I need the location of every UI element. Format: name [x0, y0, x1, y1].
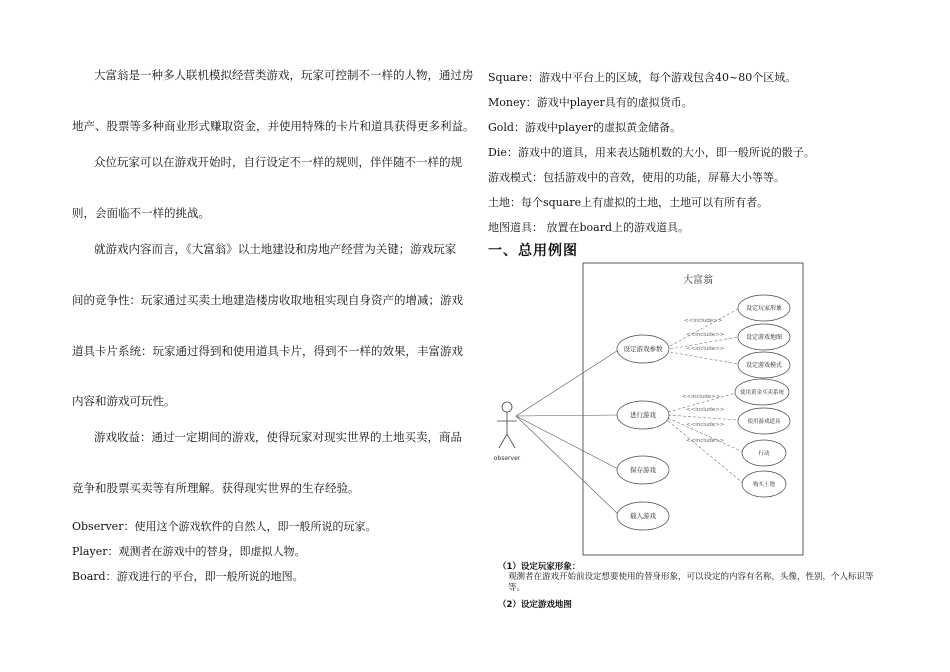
include-label-4: <<include>> [682, 394, 721, 400]
def-gold: Gold：游戏中player的虚拟黄金储备。 [488, 121, 682, 134]
use-case-gold-trade-label: 使用黄金买卖系统 [739, 390, 785, 396]
subsection-1-title: （1）设定玩家形象： [498, 562, 581, 572]
def-money: Money：游戏中player具有的虚拟货币。 [488, 96, 693, 109]
use-case-use-item-label: 使用游戏道具 [747, 419, 781, 425]
rules-line-1: 众位玩家可以在游戏开始时，自行设定不一样的规则，伴伴随不一样的规 [94, 155, 462, 169]
content-line-1: 就游戏内容而言，《大富翁》以土地建设和房地产经营为关键；游戏玩家 [94, 242, 457, 256]
content-line-2: 间的竞争性：玩家通过买卖土地建造楼房收取地租实现自身资产的增减；游戏 [72, 293, 463, 307]
use-case-player-avatar-label: 设定玩家形象 [745, 305, 783, 312]
use-case-play-label: 进行游戏 [630, 411, 656, 419]
use-case-save-label: 保存游戏 [630, 466, 656, 474]
system-name: 大富翁 [683, 275, 713, 286]
include-label-3: <<include>> [686, 346, 725, 352]
benefit-line-2: 竞争和股票买卖等有所理解。获得现实世界的生存经验。 [72, 481, 360, 495]
use-case-setting-label: 设定游戏参数 [623, 345, 663, 353]
def-die: Die：游戏中的道具，用来表达随机数的大小，即一般所说的骰子。 [488, 146, 815, 159]
subsection-2-title: （2）设定游戏地图 [498, 600, 572, 610]
include-label-1: <<include>> [684, 318, 723, 324]
use-case-diagram [488, 258, 808, 558]
use-case-load-label: 载入游戏 [630, 512, 656, 520]
include-labels [682, 318, 725, 444]
content-line-3: 道具卡片系统：玩家通过得到和使用道具卡片，得到不一样的效果，丰富游戏 [72, 344, 463, 358]
def-game-mode: 游戏模式：包括游戏中的音效，使用的功能，屏幕大小等等。 [488, 171, 785, 184]
observer-actor-icon [497, 402, 517, 448]
def-land: 土地：每个square上有虚拟的土地，土地可以有所有者。 [488, 196, 769, 209]
actor-label: observer [493, 455, 521, 462]
actor-associations [516, 349, 620, 516]
section-heading: 一、总用例图 [488, 243, 578, 259]
def-board: Board：游戏进行的平台，即一般所说的地图。 [72, 570, 304, 583]
def-observer: Observer：使用这个游戏软件的自然人，即一般所说的玩家。 [72, 520, 377, 533]
use-case-game-mode-label: 设定游戏模式 [745, 362, 783, 369]
intro-line-1: 大富翁是一种多人联机模拟经营类游戏，玩家可控制不一样的人物，通过房 [94, 68, 474, 82]
include-label-5: <<include>> [686, 407, 725, 413]
def-square: Square：游戏中平台上的区域，每个游戏包含40~80个区域。 [488, 71, 797, 84]
include-label-2: <<include>> [686, 332, 725, 338]
use-case-game-map-label: 设定游戏地图 [745, 334, 783, 341]
use-case-move-label: 行动 [758, 451, 770, 457]
def-map-item: 地图道具： 放置在board上的游戏道具。 [488, 221, 690, 234]
content-line-4: 内容和游戏可玩性。 [72, 394, 176, 408]
include-label-7: <<include>> [686, 438, 725, 444]
include-label-6: <<include>> [686, 422, 725, 428]
def-player: Player：观测者在游戏中的替身，即虚拟人物。 [72, 545, 306, 558]
intro-line-2: 地产、股票等多种商业形式赚取资金，并使用特殊的卡片和道具获得更多利益。 [72, 119, 475, 133]
subsection-1-text: 观测者在游戏开始前设定想要使用的替身形象，可以设定的内容有名称，头像，性别，个人标识等等。 [508, 572, 874, 593]
use-case-buy-land-label: 购买土地 [752, 482, 776, 488]
benefit-line-1: 游戏收益：通过一定期间的游戏，使得玩家对现实世界的土地买卖，商品 [94, 430, 462, 444]
rules-line-2: 则，会面临不一样的挑战。 [72, 206, 210, 220]
